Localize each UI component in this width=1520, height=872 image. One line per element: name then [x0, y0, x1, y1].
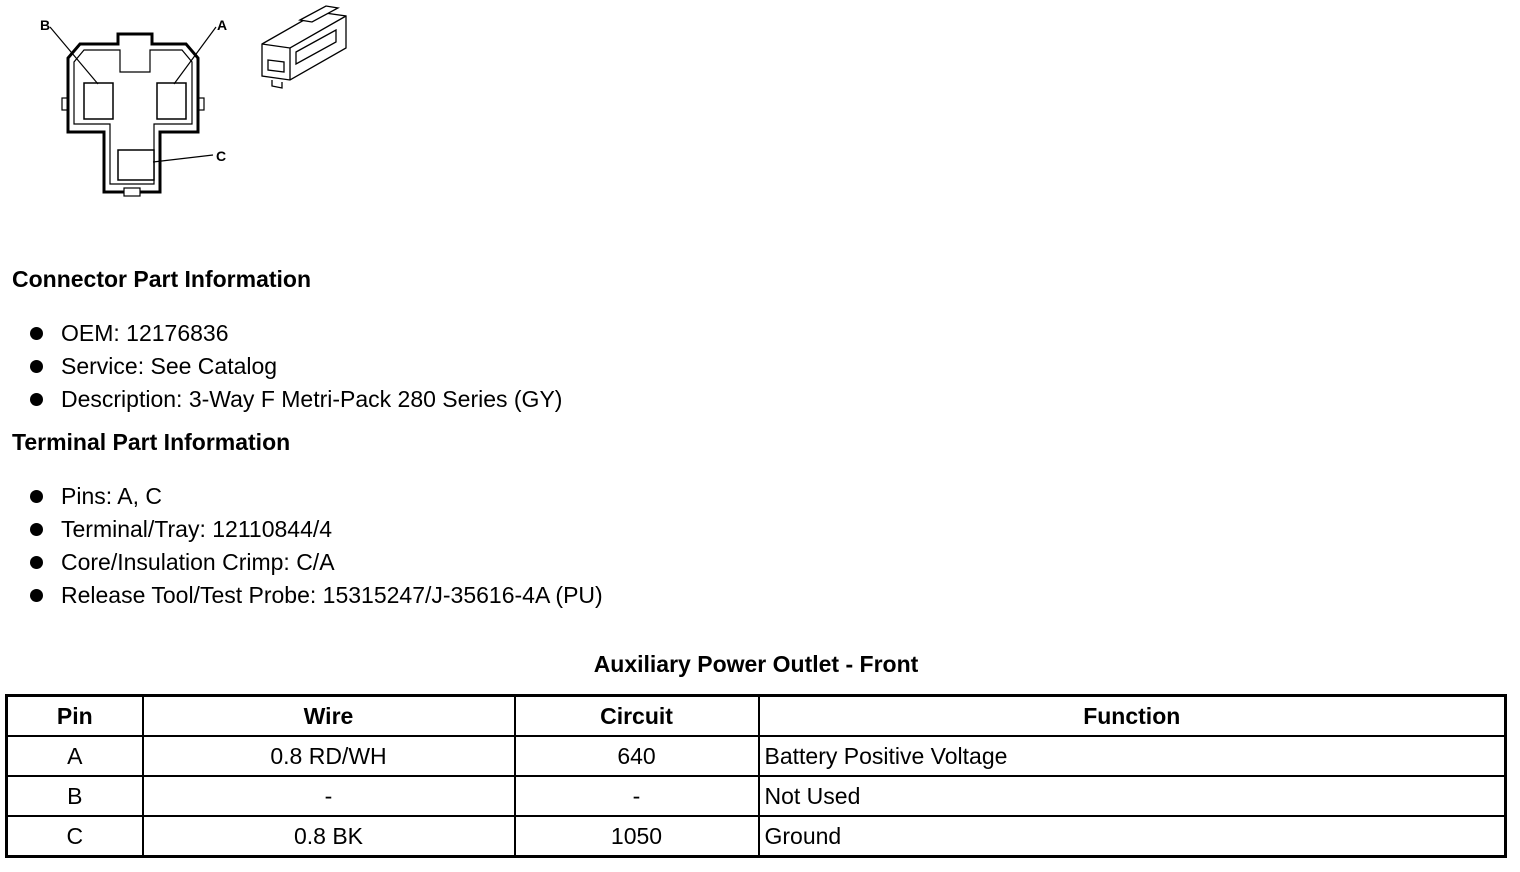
cell-wire: 0.8 BK: [143, 816, 515, 857]
table-row: [7, 776, 1506, 816]
list-item: Service: See Catalog: [30, 350, 562, 383]
header-function: Function: [759, 696, 1506, 737]
bullet-icon: [30, 327, 43, 340]
cavity-b: [84, 83, 113, 119]
connector-part-info-title: Connector Part Information: [12, 266, 312, 292]
list-item: Release Tool/Test Probe: 15315247/J-35616-4A (PU): [30, 579, 603, 612]
table-row: [7, 816, 1506, 857]
bullet-icon: [30, 393, 43, 406]
cell-circuit: -: [515, 776, 759, 816]
header-circuit: Circuit: [515, 696, 759, 737]
terminal-part-info-title: Terminal Part Information: [12, 429, 291, 455]
header-wire: Wire: [143, 696, 515, 737]
cell-circuit: 1050: [515, 816, 759, 857]
connector-part-info-list: [30, 317, 562, 416]
header-pin: Pin: [7, 696, 143, 737]
bullet-icon: [30, 556, 43, 569]
list-item: Description: 3-Way F Metri-Pack 280 Series (GY): [30, 383, 562, 416]
cell-pin: B: [7, 776, 143, 816]
cell-function: Ground: [759, 816, 1506, 857]
connector-isometric-icon: [262, 6, 346, 88]
bullet-icon: [30, 523, 43, 536]
table-header-row: [7, 696, 1506, 737]
leader-line-c: [153, 155, 213, 162]
cell-wire: 0.8 RD/WH: [143, 736, 515, 776]
pin-label-a: A: [217, 17, 228, 33]
cell-function: Battery Positive Voltage: [759, 736, 1506, 776]
table-row: [7, 736, 1506, 776]
bottom-key: [124, 188, 140, 196]
cavity-a: [157, 83, 186, 119]
pin-label-c: C: [216, 148, 227, 164]
list-item: Core/Insulation Crimp: C/A: [30, 546, 603, 579]
table-caption: Auxiliary Power Outlet - Front: [593, 651, 919, 677]
terminal-part-info-list: [30, 480, 603, 612]
leader-line-a: [174, 27, 216, 84]
cell-pin: C: [7, 816, 143, 857]
pin-label-b: B: [40, 17, 51, 33]
bullet-icon: [30, 490, 43, 503]
list-item: OEM: 12176836: [30, 317, 562, 350]
connector-diagram: [0, 0, 380, 220]
cell-circuit: 640: [515, 736, 759, 776]
bullet-icon: [30, 360, 43, 373]
cavity-c: [118, 150, 154, 180]
cell-function: Not Used: [759, 776, 1506, 816]
list-item: Pins: A, C: [30, 480, 603, 513]
bullet-icon: [30, 589, 43, 602]
list-item: Terminal/Tray: 12110844/4: [30, 513, 603, 546]
cell-wire: -: [143, 776, 515, 816]
pinout-table: [5, 694, 1507, 858]
cell-pin: A: [7, 736, 143, 776]
